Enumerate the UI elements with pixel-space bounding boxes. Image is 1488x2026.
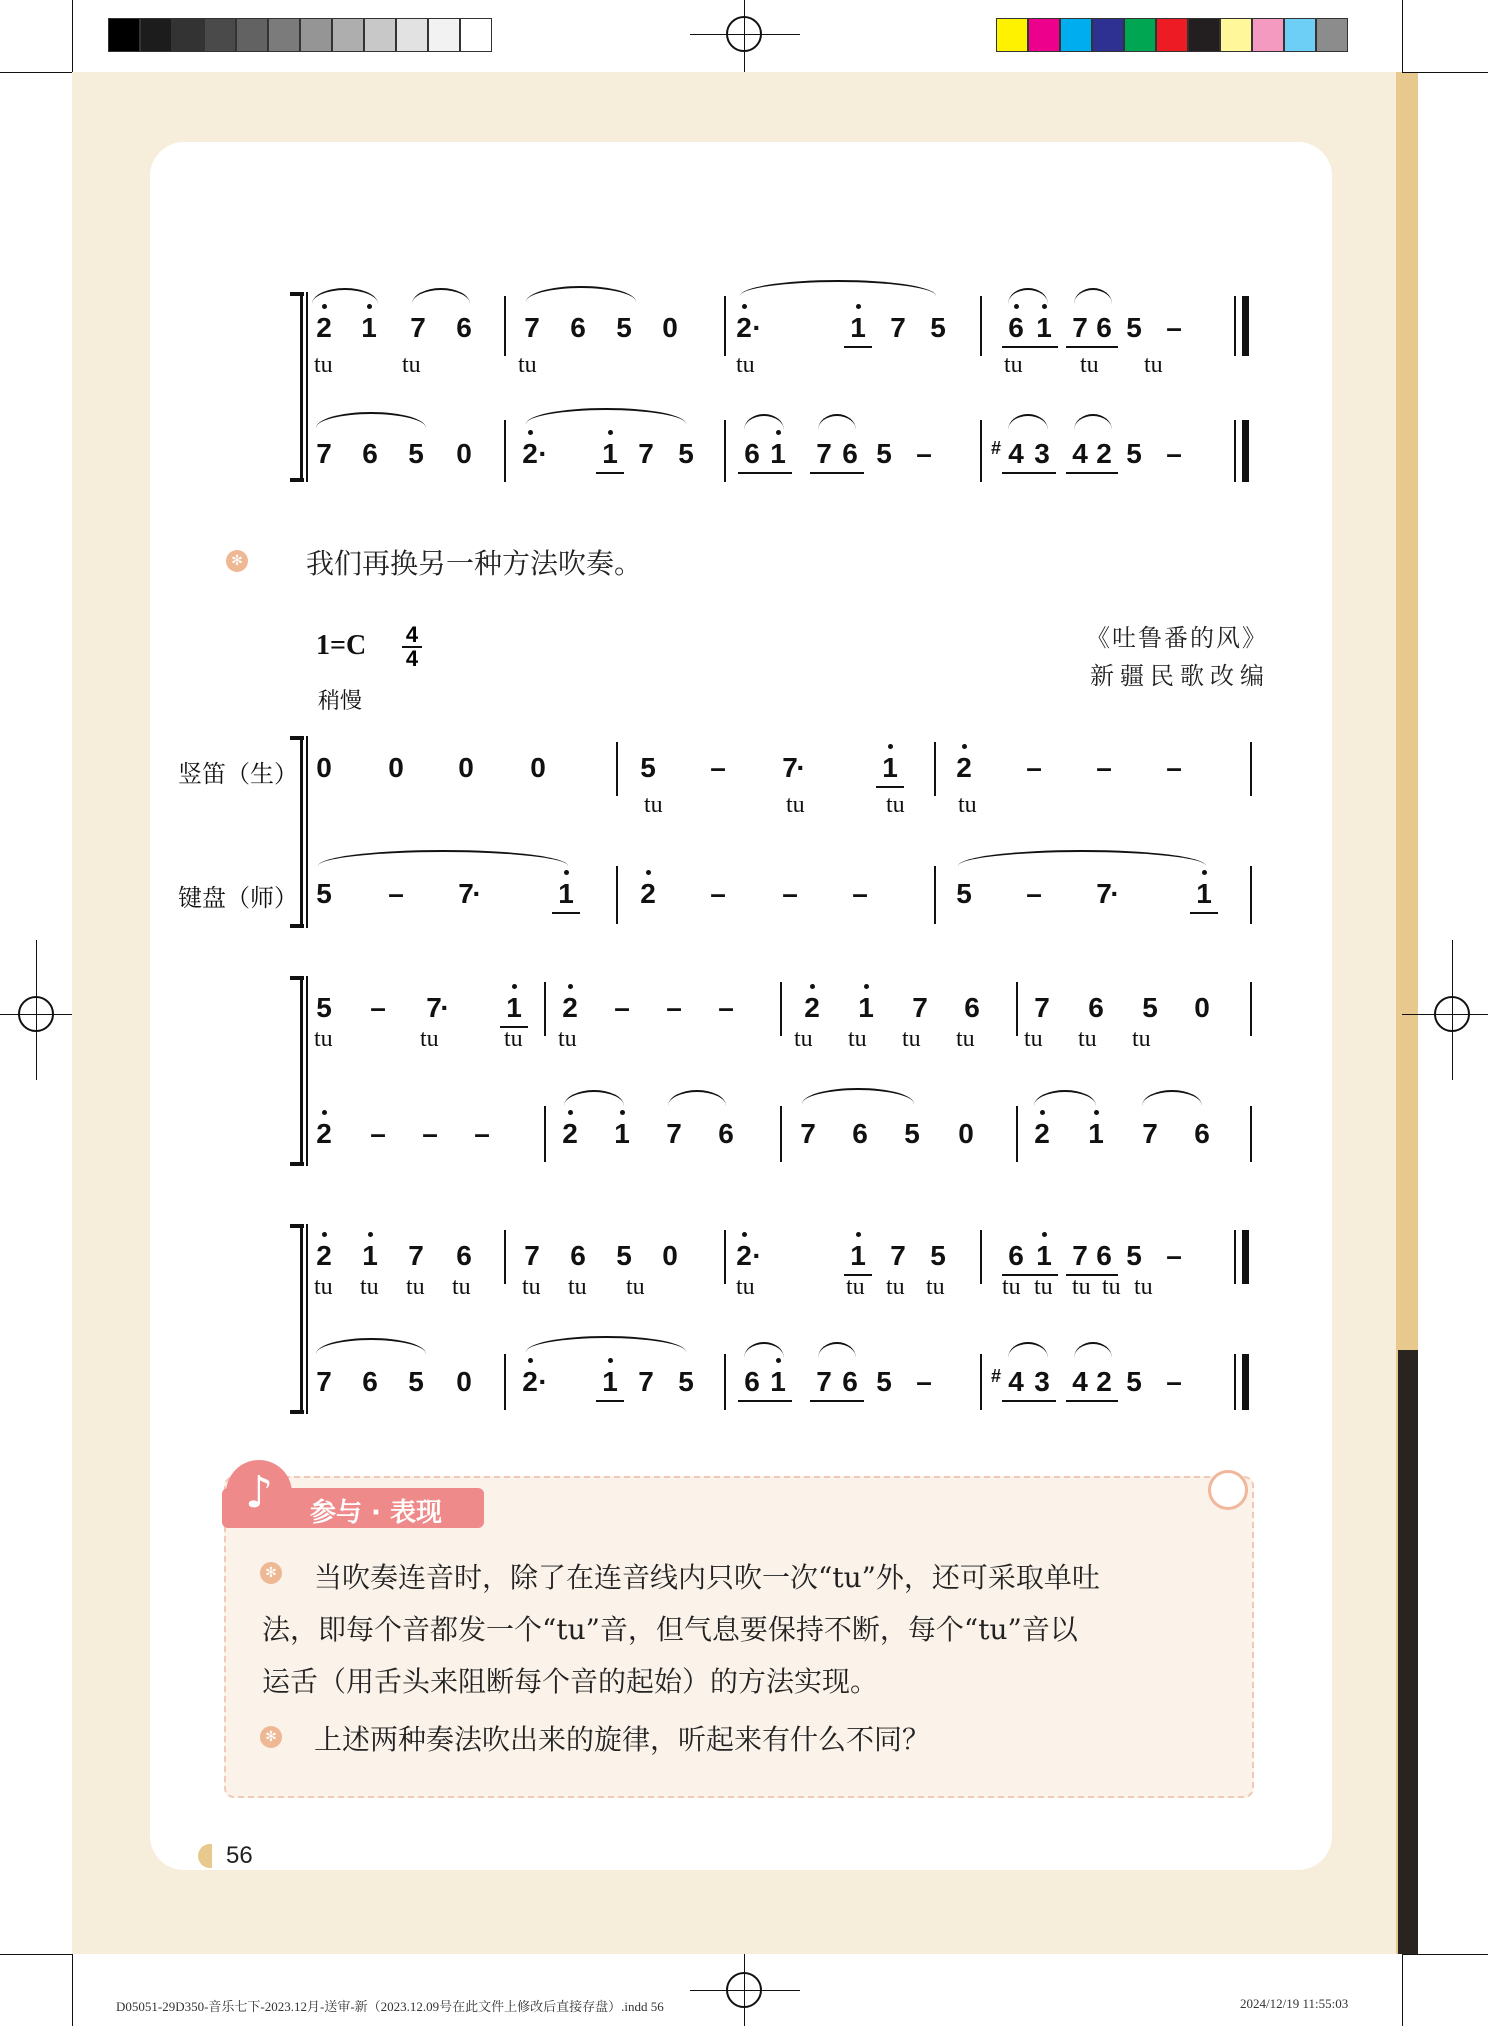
section-intro: 我们再换另一种方法吹奏。 <box>306 547 643 580</box>
score-block-2: 0 0 0 0 5 – 7 · 1 2 – – – tu tu tu tu 5 – 7 · 1 2 – – – 5 – 7 · 1 <box>290 736 1270 936</box>
tempo-marking: 稍慢 <box>318 689 363 714</box>
key-signature: 1=C <box>316 630 367 661</box>
score-block-1: 2 1 7 6 7 6 5 0 2 · 1 7 5 6 1 7 6 5 – tu tu tu tu tu tu tu 7 6 5 0 2 · 1 7 5 6 1 7 6 5 – # 4 3 4 2 5 – <box>290 270 1270 490</box>
practice-question: 上述两种奏法吹出来的旋律，听起来有什么不同？ <box>314 1723 931 1756</box>
practice-line-3: 运舌（用舌头来阻断每个音的起始）的方法实现。 <box>262 1665 879 1698</box>
practice-line-1: 当吹奏连音时，除了在连音线内只吹一次“tu”外，还可采取单吐 <box>314 1561 1100 1594</box>
time-signature: 4 4 <box>402 624 422 670</box>
practice-line-2: 法，即每个音都发一个“tu”音，但气息要保持不断，每个“tu”音以 <box>262 1613 1078 1646</box>
practice-title: 参与 · 表现 <box>310 1498 442 1528</box>
flower-bullet-icon: ✻ <box>260 1726 282 1748</box>
page-number: 56 <box>226 1842 253 1869</box>
footer-file: D05051-29D350-音乐七下-2023.12月-送审-新（2023.12.09号在此文件上修改后直接存盘）.indd 56 <box>116 1999 664 2014</box>
flower-bullet-icon: ✻ <box>260 1562 282 1584</box>
score-block-3: 5 – 7 · 1 2 – – – 2 1 7 6 7 6 5 0 tu tu tu tu tu tu tu tu tu tu tu 2 – – – 2 1 7 6 7 6 5 0 2 1 7 6 <box>290 976 1270 1166</box>
part-label-keyboard: 键盘（师） <box>178 884 298 912</box>
song-title: 《吐鲁番的风》 <box>1086 624 1268 652</box>
music-note-icon: ♪ <box>226 1460 292 1526</box>
footer-date: 2024/12/19 11:55:03 <box>1240 1996 1349 2011</box>
pencil-icon <box>1208 1470 1248 1510</box>
flower-bullet-icon: ✻ <box>226 550 248 572</box>
side-photo-strip <box>1398 1350 1418 1954</box>
part-label-flute: 竖笛（生） <box>178 760 298 788</box>
song-source: 新疆民歌改编 <box>1090 662 1270 690</box>
score-block-4: 2 1 7 6 7 6 5 0 2 · 1 7 5 6 1 7 6 5 – tu tu tu tu tu tu tu tu tu tu tu tu tu tu tu tu 7 6 5 0 2 · 1 7 5 6 1 7 6 5 – # 4 3 4 2 5 – <box>290 1224 1270 1414</box>
